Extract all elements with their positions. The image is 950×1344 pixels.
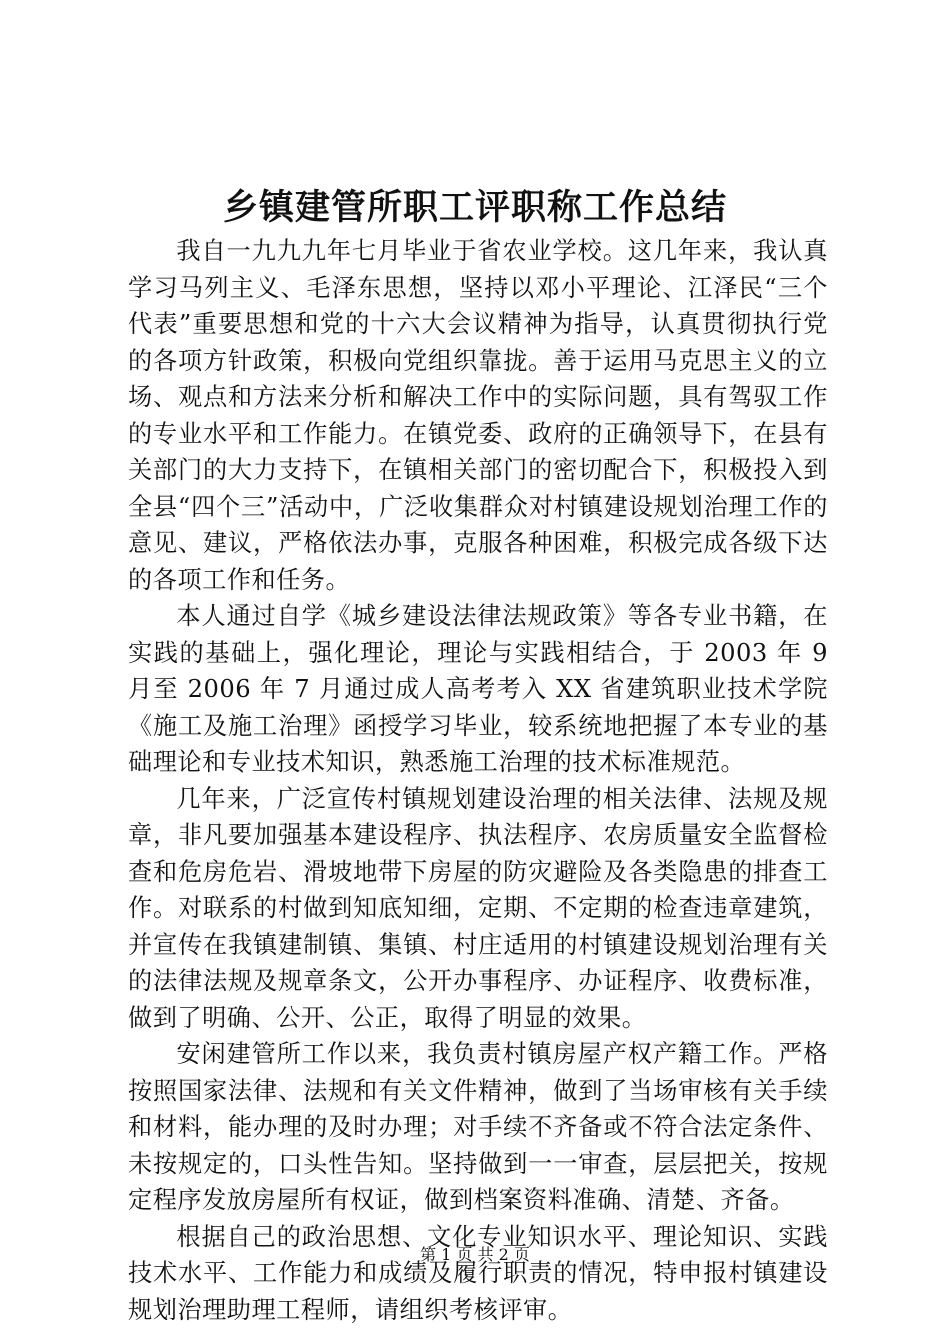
paragraph-4: 安闲建管所工作以来，我负责村镇房屋产权产籍工作。严格按照国家法律、法规和有关文件精神，做到了当场审核有关手续和材料，能办理的及时办理；对手续不齐备或不符合法定条件、未按规定的，口头性告知。坚持做到一一审查，层层把关，按规定程序发放房屋所有权证，做到档案资料准确、清楚、齐备。 — [128, 1040, 828, 1214]
paragraph-2: 本人通过自学《城乡建设法律法规政策》等各专业书籍，在实践的基础上，强化理论，理论与实践相结合，于 2003 年 9 月至 2006 年 7 月通过成人高考考入 XX 省建筑职业技术学院《施工及施工治理》函授学习毕业，较系统地把握了本专业的基础理论和专业技术知识，熟悉施工治理的技术标准规范。 — [128, 602, 828, 776]
document-body — [128, 233, 828, 1328]
paragraph-5: 根据自己的政治思想、文化专业知识水平、理论知识、实践技术水平、工作能力和成绩及履行职责的情况，特申报村镇建设规划治理助理工程师，请组织考核评审。 — [128, 1222, 828, 1324]
paragraph-3: 几年来，广泛宣传村镇规划建设治理的相关法律、法规及规章，非凡要加强基本建设程序、执法程序、农房质量安全监督检查和危房危岩、滑坡地带下房屋的防灾避险及各类隐患的排查工作。对联系的村做到知底知细，定期、不定期的检查违章建筑，并宣传在我镇建制镇、集镇、村庄适用的村镇建设规划治理有关的法律法规及规章条文，公开办事程序、办证程序、收费标准，做到了明确、公开、公正，取得了明显的效果。 — [128, 784, 828, 1032]
paragraph-1: 我自一九九九年七月毕业于省农业学校。这几年来，我认真学习马列主义、毛泽东思想，坚持以邓小平理论、江泽民“三个代表”重要思想和党的十六大会议精神为指导，认真贯彻执行党的各项方针政策，积极向党组织靠拢。善于运用马克思主义的立场、观点和方法来分析和解决工作中的实际问题，具有驾驭工作的专业水平和工作能力。在镇党委、政府的正确领导下，在县有关部门的大力支持下，在镇相关部门的密切配合下，积极投入到全县“四个三”活动中，广泛收集群众对村镇建设规划治理工作的意见、建议，严格依法办事，克服各种困难，积极完成各级下达的各项工作和任务。 — [128, 237, 828, 594]
page-footer: 第 1 页 共 2 页 — [420, 1245, 530, 1264]
document-title: 乡镇建管所职工评职称工作总结 — [222, 187, 727, 228]
